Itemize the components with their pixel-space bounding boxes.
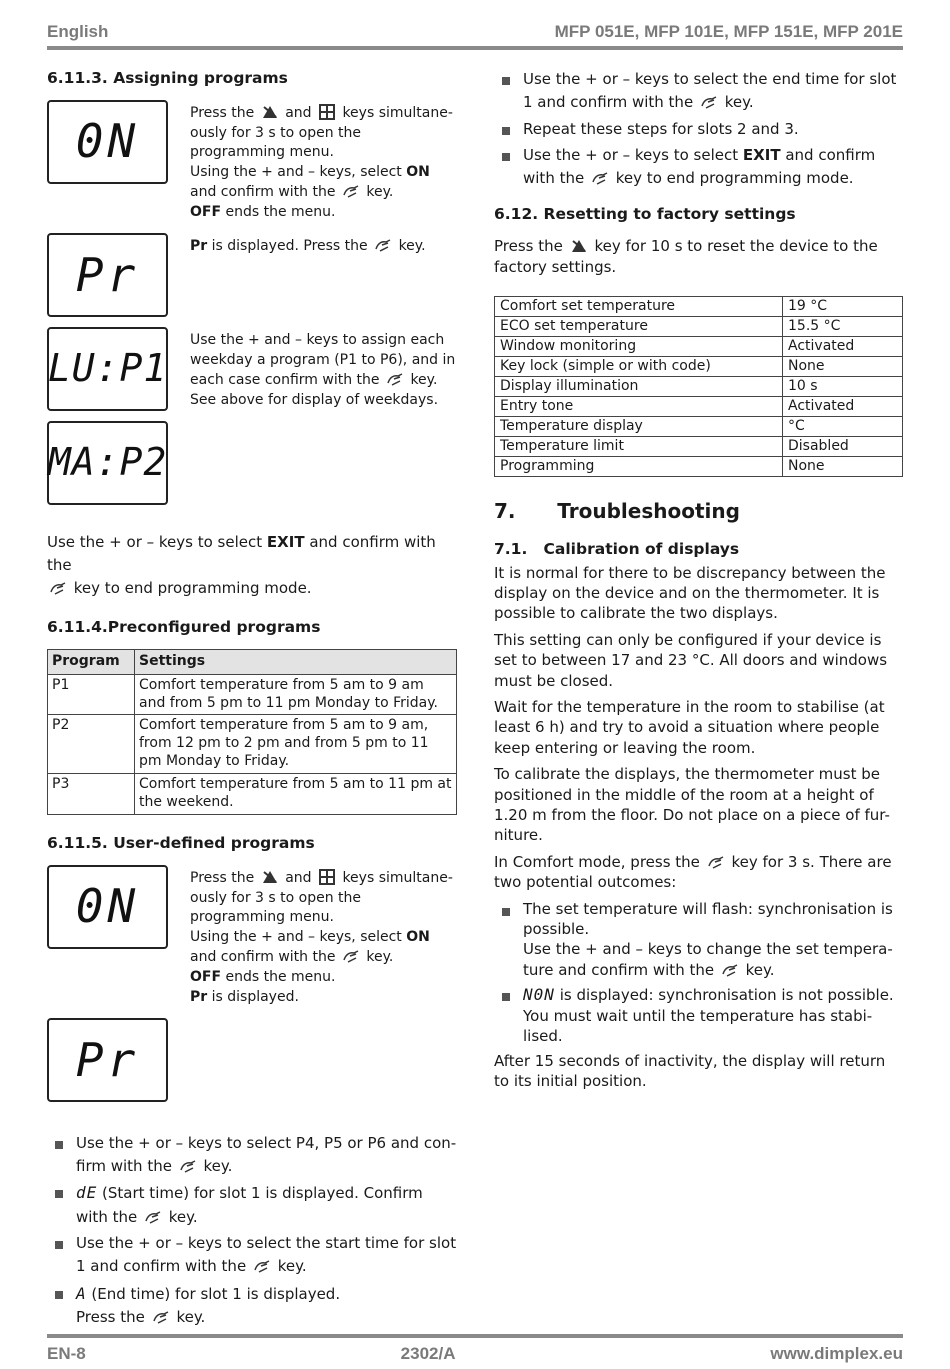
table-row: Display illumination 10 s [495, 376, 903, 396]
confirm-hand-icon [253, 1258, 271, 1274]
list-item: Repeat these steps for slots 2 and 3. [494, 118, 903, 141]
lcd-row-pr [47, 233, 457, 317]
header-language: English [47, 22, 109, 41]
table-row: P2 Comfort temperature from 5 am to 9 am, from 12 pm to 2 pm and from 5 pm to 11 pm Monday to Friday. [48, 715, 457, 774]
mode-key-icon [261, 104, 279, 120]
lcd-display-on: 0N [47, 865, 168, 949]
page-number: EN-8 [47, 1344, 86, 1363]
instruction-text: Use the + and – keys to assign each weekday a program (P1 to P6), and in each case confirm with the key. See above for display of weekdays. [190, 331, 456, 408]
end-time-steps [494, 68, 903, 190]
table-row: Comfort set temperature 19 °C [495, 296, 903, 316]
table-row: Key lock (simple or with code) None [495, 356, 903, 376]
lcd-row-on [47, 100, 457, 223]
troubleshooting-body [494, 563, 903, 1092]
list-item: Use the + or – keys to select the start time for slot 1 and confirm with the key. [47, 1232, 457, 1278]
instruction-text: Pr is displayed. Press the key. [190, 237, 426, 254]
lcd-row-map2 [47, 421, 457, 505]
table-row: Temperature display °C [495, 416, 903, 436]
doc-revision: 2302/A [400, 1344, 456, 1363]
lcd-display-pr: Pr [47, 233, 168, 317]
confirm-hand-icon [49, 580, 67, 596]
list-item: N0N is displayed: synchronisation is not possible. You must wait until the temperature has stabi-lised. [494, 984, 903, 1047]
window-key-icon [318, 104, 336, 120]
section-6115-title: 6.11.5. User-defined programs [47, 833, 315, 852]
table-row: Temperature limit Disabled [495, 436, 903, 456]
paragraph: After 15 seconds of inactivity, the display will return to its initial position. [494, 1051, 886, 1090]
table-row: P1 Comfort temperature from 5 am to 9 am and from 5 pm to 11 pm Monday to Friday. [48, 674, 457, 715]
section-612-title: 6.12. Resetting to factory settings [494, 204, 796, 223]
section-6114-title: 6.11.4.Preconfigured programs [47, 618, 321, 637]
section-7-title: 7. Troubleshooting [494, 498, 740, 523]
list-item: Use the + or – keys to select EXIT and confirm with the key to end programming mode. [494, 144, 903, 190]
table-row: P3 Comfort temperature from 5 am to 11 pm at the weekend. [48, 774, 457, 815]
paragraph: To calibrate the displays, the thermometer must be positioned in the middle of the room at a height of 1.20 m from the floor. Do not place on a piece of fur-niture. [494, 765, 890, 845]
col-header-settings: Settings [135, 650, 457, 675]
mode-key-icon [570, 238, 588, 254]
segment-display-text: dE [76, 1183, 98, 1203]
confirm-hand-icon [386, 371, 404, 387]
left-column [47, 68, 457, 1333]
page-footer [47, 1334, 903, 1366]
mode-key-icon [261, 869, 279, 885]
segment-display-text: N0N [523, 985, 555, 1005]
lcd-row-on-2 [47, 865, 457, 1008]
paragraph: Wait for the temperature in the room to stabilise (at least 6 h) and try to avoid a situation where people keep entering or leaving the room. [494, 697, 885, 757]
list-item: The set temperature will flash: synchronisation is possible. Use the + and – keys to change the set tempera-ture and confirm with the key. [494, 899, 903, 981]
table-row: Window monitoring Activated [495, 336, 903, 356]
confirm-hand-icon [342, 183, 360, 199]
confirm-hand-icon [144, 1209, 162, 1225]
section-71-title: 7.1. Calibration of displays [494, 539, 740, 558]
calibration-outcomes [494, 899, 903, 1047]
factory-settings-table [494, 296, 903, 477]
col-header-program: Program [48, 650, 135, 675]
website: www.dimplex.eu [770, 1344, 903, 1363]
confirm-hand-icon [342, 948, 360, 964]
confirm-hand-icon [721, 962, 739, 978]
paragraph: In Comfort mode, press the key for 3 s. There are two potential outcomes: [494, 852, 892, 892]
paragraph: This setting can only be configured if your device is set to between 17 and 23 °C. All doors and windows must be closed. [494, 630, 888, 690]
confirm-hand-icon [700, 94, 718, 110]
lcd-display-on: 0N [47, 100, 168, 184]
table-row: Programming None [495, 456, 903, 476]
confirm-hand-icon [374, 237, 392, 253]
page-header [47, 20, 903, 50]
lcd-display-pr: Pr [47, 1018, 168, 1102]
window-key-icon [318, 869, 336, 885]
segment-display-text: A [76, 1284, 87, 1304]
lcd-row-pr-2 [47, 1018, 457, 1102]
list-item: Use the + or – keys to select P4, P5 or P6 and con-firm with the key. [47, 1132, 457, 1178]
table-row: ECO set temperature 15.5 °C [495, 316, 903, 336]
list-item: dE (Start time) for slot 1 is displayed. Confirm with the key. [47, 1181, 457, 1228]
confirm-hand-icon [707, 854, 725, 870]
confirm-hand-icon [152, 1309, 170, 1325]
confirm-hand-icon [179, 1158, 197, 1174]
instruction-text: Press the and keys simultane-ously for 3 s to open the programming menu. Using the + and – keys, select ON and confirm with the key. OFF ends the menu. Pr is displayed. [190, 869, 453, 1005]
table-row: Entry tone Activated [495, 396, 903, 416]
preconfigured-programs-table [47, 649, 457, 815]
lcd-display-lup1: LU:P1 [47, 327, 168, 411]
confirm-hand-icon [591, 170, 609, 186]
header-models: MFP 051E, MFP 101E, MFP 151E, MFP 201E [554, 22, 903, 41]
right-column [494, 68, 903, 1097]
list-item: A (End time) for slot 1 is displayed. Press the key. [47, 1282, 457, 1329]
reset-instruction: Press the key for 10 s to reset the device to the factory settings. [494, 236, 878, 276]
list-item: Use the + or – keys to select the end time for slot 1 and confirm with the key. [494, 68, 903, 114]
lcd-row-lup1 [47, 327, 457, 411]
section-6113-title: 6.11.3. Assigning programs [47, 69, 288, 87]
instruction-text: Press the and keys simultane-ously for 3 s to open the programming menu. Using the + and – keys, select ON and confirm with the key. OFF ends the menu. [190, 104, 453, 221]
user-program-steps [47, 1132, 457, 1329]
paragraph: It is normal for there to be discrepancy between the display on the device and on the thermometer. It is possible to calibrate the two displays. [494, 563, 886, 623]
lcd-display-map2: MA:P2 [47, 421, 168, 505]
exit-instruction: Use the + or – keys to select EXIT and confirm with the key to end programming mode. [47, 532, 436, 597]
